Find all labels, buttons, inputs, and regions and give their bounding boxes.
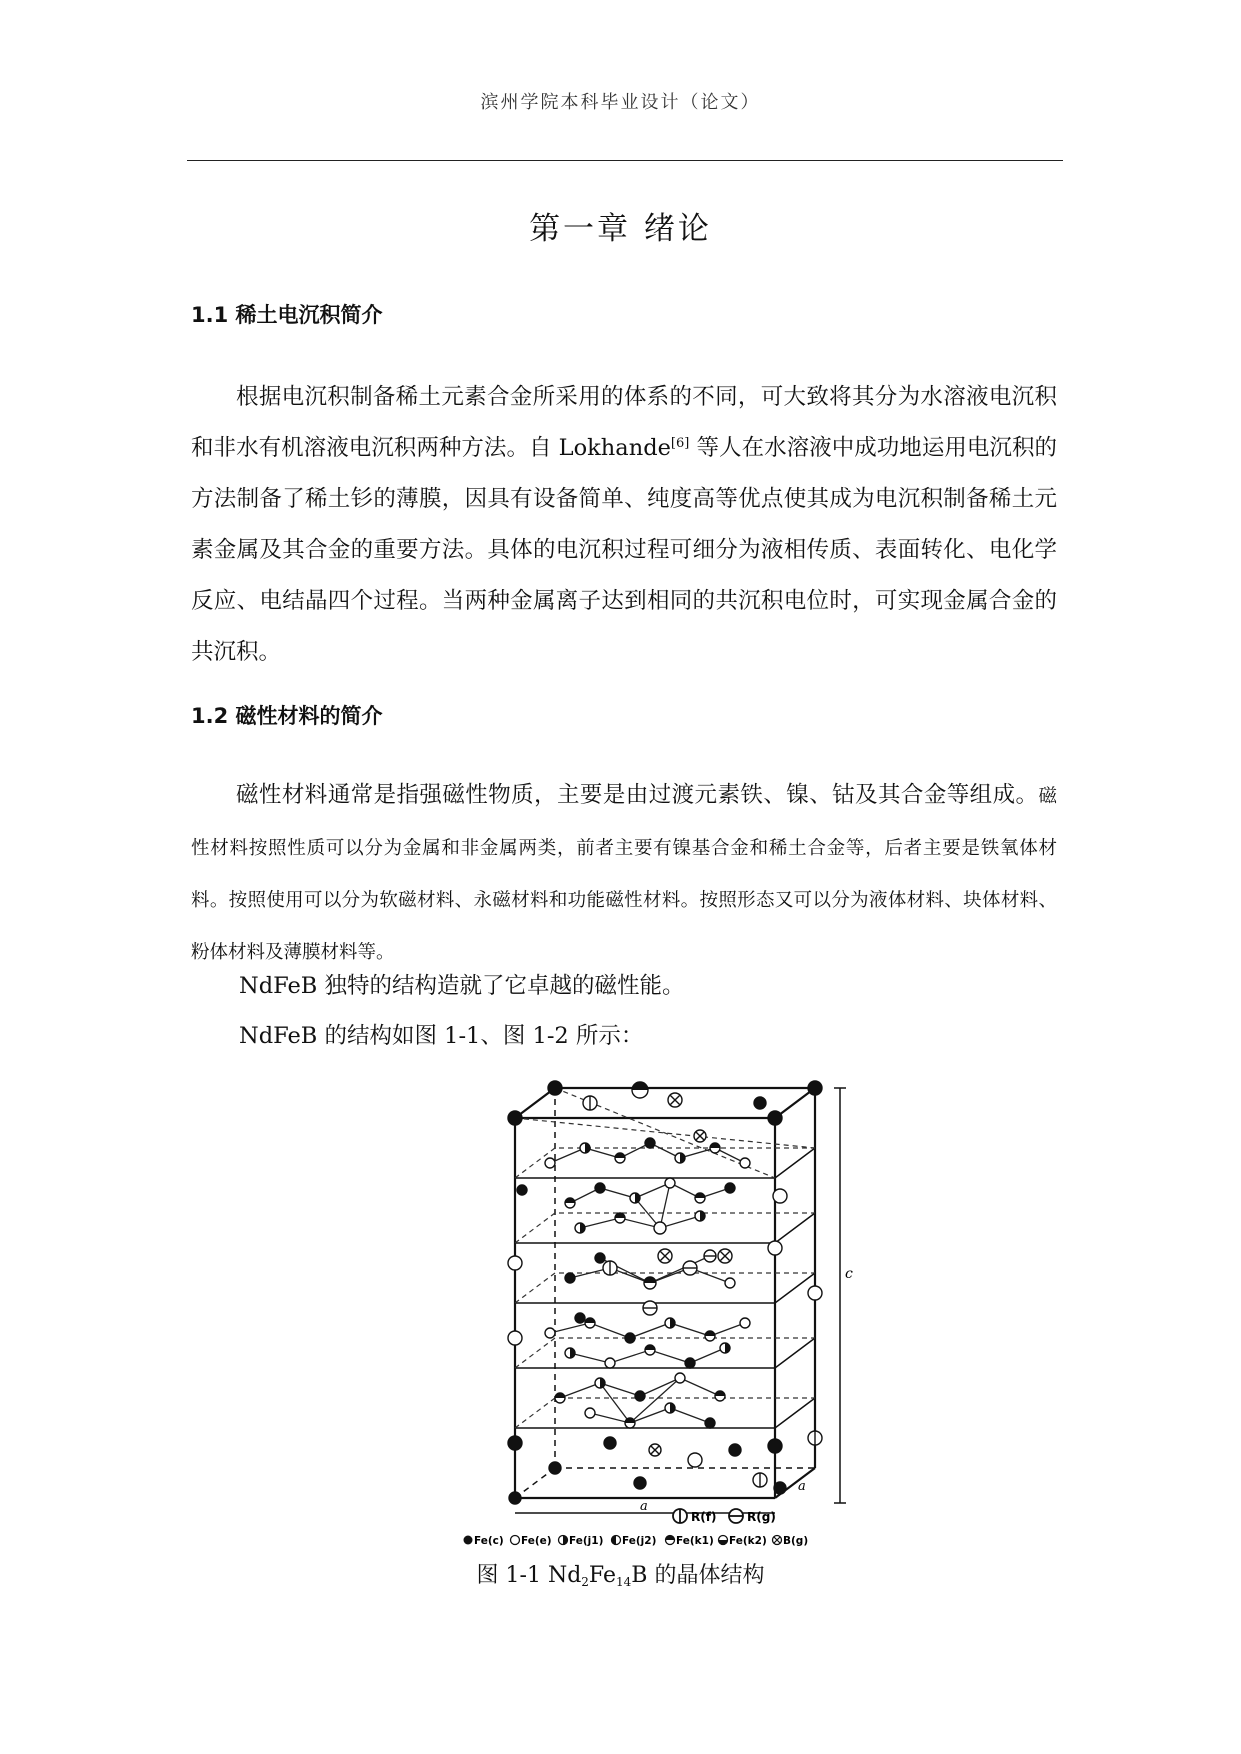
atom-glyph	[508, 1111, 522, 1125]
atom-glyph	[580, 1143, 590, 1153]
legend-fe-j1: Fe(j1)	[569, 1535, 604, 1547]
caption-text: B 的晶体结构	[631, 1563, 765, 1588]
atom-glyph	[695, 1193, 705, 1203]
atom-glyph	[675, 1153, 685, 1163]
atom-glyph	[654, 1222, 666, 1234]
section-heading-1-1: 1.1 稀土电沉积简介	[191, 303, 383, 327]
atom-glyph	[675, 1373, 685, 1383]
unit-cell-frame	[515, 1088, 815, 1498]
atom-glyph	[508, 1331, 522, 1345]
chapter-title: 第一章 绪论	[529, 211, 712, 247]
atom-glyph	[604, 1437, 616, 1449]
atom-glyph	[773, 1189, 787, 1203]
atom-glyph	[545, 1158, 555, 1168]
legend-r-g: R(g)	[747, 1510, 776, 1524]
legend-fe-c: Fe(c)	[474, 1535, 504, 1547]
legend-fe-e: Fe(e)	[521, 1535, 552, 1547]
atom-glyph	[694, 1130, 706, 1142]
atom-glyph	[548, 1081, 562, 1095]
atom-glyph	[644, 1277, 656, 1289]
legend-fe-j2: Fe(j2)	[622, 1535, 657, 1547]
atom-glyph	[720, 1343, 730, 1353]
citation-ref: [6]	[670, 436, 690, 451]
figure-legend	[464, 1509, 809, 1547]
atom-glyph	[705, 1331, 715, 1341]
atom-glyph	[545, 1328, 555, 1338]
atom-glyph	[808, 1286, 822, 1300]
atom-glyph	[615, 1153, 625, 1163]
paragraph-text: 等人在水溶液中成功地运用电沉积的方法制备了稀土钐的薄膜，因具有设备简单、纯度高等优点使其成为电沉积制备稀土元素金属及其合金的重要方法。具体的电沉积过程可细分为液相传质、表面转化、电化学反应、电结晶四个过程。当两种金属离子达到相同的共沉积电位时，可实现金属合金的共沉积。	[191, 435, 1057, 665]
section-heading-1-2: 1.2 磁性材料的简介	[191, 704, 383, 728]
crystal-structure-figure	[460, 1078, 860, 1548]
section-1-2-paragraph	[191, 770, 1057, 978]
atom-glyph	[665, 1403, 675, 1413]
atom-glyph	[754, 1097, 766, 1109]
atom-glyph	[808, 1081, 822, 1095]
page-header: 滨州学院本科毕业设计（论文）	[480, 92, 761, 113]
atom-glyph	[517, 1185, 527, 1195]
atom-glyph	[595, 1378, 605, 1388]
atom-glyph	[605, 1358, 615, 1368]
atom-glyph	[603, 1261, 617, 1275]
atom-glyph	[549, 1462, 561, 1474]
legend-fe-k1: Fe(k1)	[676, 1535, 714, 1547]
atom-glyph	[668, 1093, 682, 1107]
atom-glyph	[740, 1318, 750, 1328]
legend-fe-k2: Fe(k2)	[729, 1535, 767, 1547]
atom-glyph	[665, 1178, 675, 1188]
paragraph-text-small: 磁性材料按照性质可以分为金属和非金属两类，前者主要有镍基合金和稀土合金等，后者主要是铁氧体材料。按照使用可以分为软磁材料、永磁材料和功能磁性材料。按照形态又可以分为液体材料、块体材料、粉体材料及薄膜材料等。	[191, 786, 1057, 963]
atom-glyph	[704, 1250, 716, 1262]
atom-glyph	[658, 1249, 672, 1263]
atom-glyph	[695, 1211, 705, 1221]
section-1-1-paragraph	[191, 372, 1057, 678]
atom-glyph	[508, 1256, 522, 1270]
atom-glyph	[649, 1444, 661, 1456]
atom-glyph	[595, 1253, 605, 1263]
atom-glyph	[753, 1473, 767, 1487]
atom-glyph	[645, 1138, 655, 1148]
atom-glyph	[508, 1436, 522, 1450]
ndfeb-structure-line: NdFeB 的结构如图 1-1、图 1-2 所示：	[239, 1023, 644, 1049]
atom-glyph	[625, 1333, 635, 1343]
atom-glyph	[625, 1418, 635, 1428]
atom-glyph	[768, 1439, 782, 1453]
atom-glyph	[688, 1453, 702, 1467]
atom-glyph	[585, 1318, 595, 1328]
atom-glyph	[575, 1223, 585, 1233]
caption-subscript: 2	[581, 1575, 589, 1589]
atom-glyph	[768, 1111, 782, 1125]
atom-glyph	[585, 1408, 595, 1418]
atom-glyph	[645, 1345, 655, 1355]
ndfeb-intro-line: NdFeB 独特的结构造就了它卓越的磁性能。	[239, 973, 685, 999]
atom-glyph	[643, 1301, 657, 1315]
atom-glyph	[725, 1183, 735, 1193]
atom-glyph	[583, 1096, 597, 1110]
atom-glyph	[509, 1492, 521, 1504]
caption-subscript: 14	[616, 1575, 632, 1589]
atom-glyph	[768, 1241, 782, 1255]
atom-glyph	[705, 1418, 715, 1428]
atom-glyph	[683, 1261, 697, 1275]
layer-planes	[515, 1148, 815, 1428]
c-axis-marker	[834, 1088, 846, 1503]
atom-glyph	[634, 1477, 646, 1489]
legend-row-2	[464, 1535, 809, 1547]
c-axis-label: c	[845, 1266, 853, 1282]
header-rule	[187, 160, 1063, 161]
paragraph-text: 根据电沉积制备稀土元素合金所采用的体系的不同，可大致将其分为水溶液电沉积和非水有机溶液电沉积两种方法。自 Lokhande	[191, 384, 1057, 461]
atom-glyph	[774, 1482, 786, 1494]
atom-glyph	[575, 1313, 585, 1323]
atom-glyph	[555, 1393, 565, 1403]
figure-caption	[0, 1558, 1241, 1589]
a-axis-label-front: a	[640, 1499, 648, 1514]
atom-glyph	[632, 1082, 648, 1098]
atom-glyph	[808, 1431, 822, 1445]
atom-glyph	[718, 1249, 732, 1263]
caption-text: 图 1-1 Nd	[476, 1563, 582, 1588]
atom-glyph	[729, 1444, 741, 1456]
atom-glyph	[565, 1198, 575, 1208]
paragraph-text: 磁性材料通常是指强磁性物质，主要是由过渡元素铁、镍、钴及其合金等组成。	[236, 782, 1039, 808]
atom-glyph	[740, 1158, 750, 1168]
atom-glyph	[595, 1183, 605, 1193]
caption-text: Fe	[588, 1563, 617, 1588]
a-axis-label-side: a	[798, 1479, 806, 1494]
legend-b-g: B(g)	[783, 1535, 809, 1547]
atom-glyph	[725, 1278, 735, 1288]
atom-glyph	[685, 1358, 695, 1368]
atom-glyph	[630, 1193, 640, 1203]
atom-glyph	[565, 1273, 575, 1283]
atom-glyph	[665, 1318, 675, 1328]
legend-r-f: R(f)	[691, 1510, 717, 1524]
atom-glyph	[715, 1391, 725, 1401]
atom-glyph	[635, 1391, 645, 1401]
atom-glyph	[615, 1213, 625, 1223]
atom-glyph	[710, 1143, 720, 1153]
atom-glyph	[565, 1348, 575, 1358]
